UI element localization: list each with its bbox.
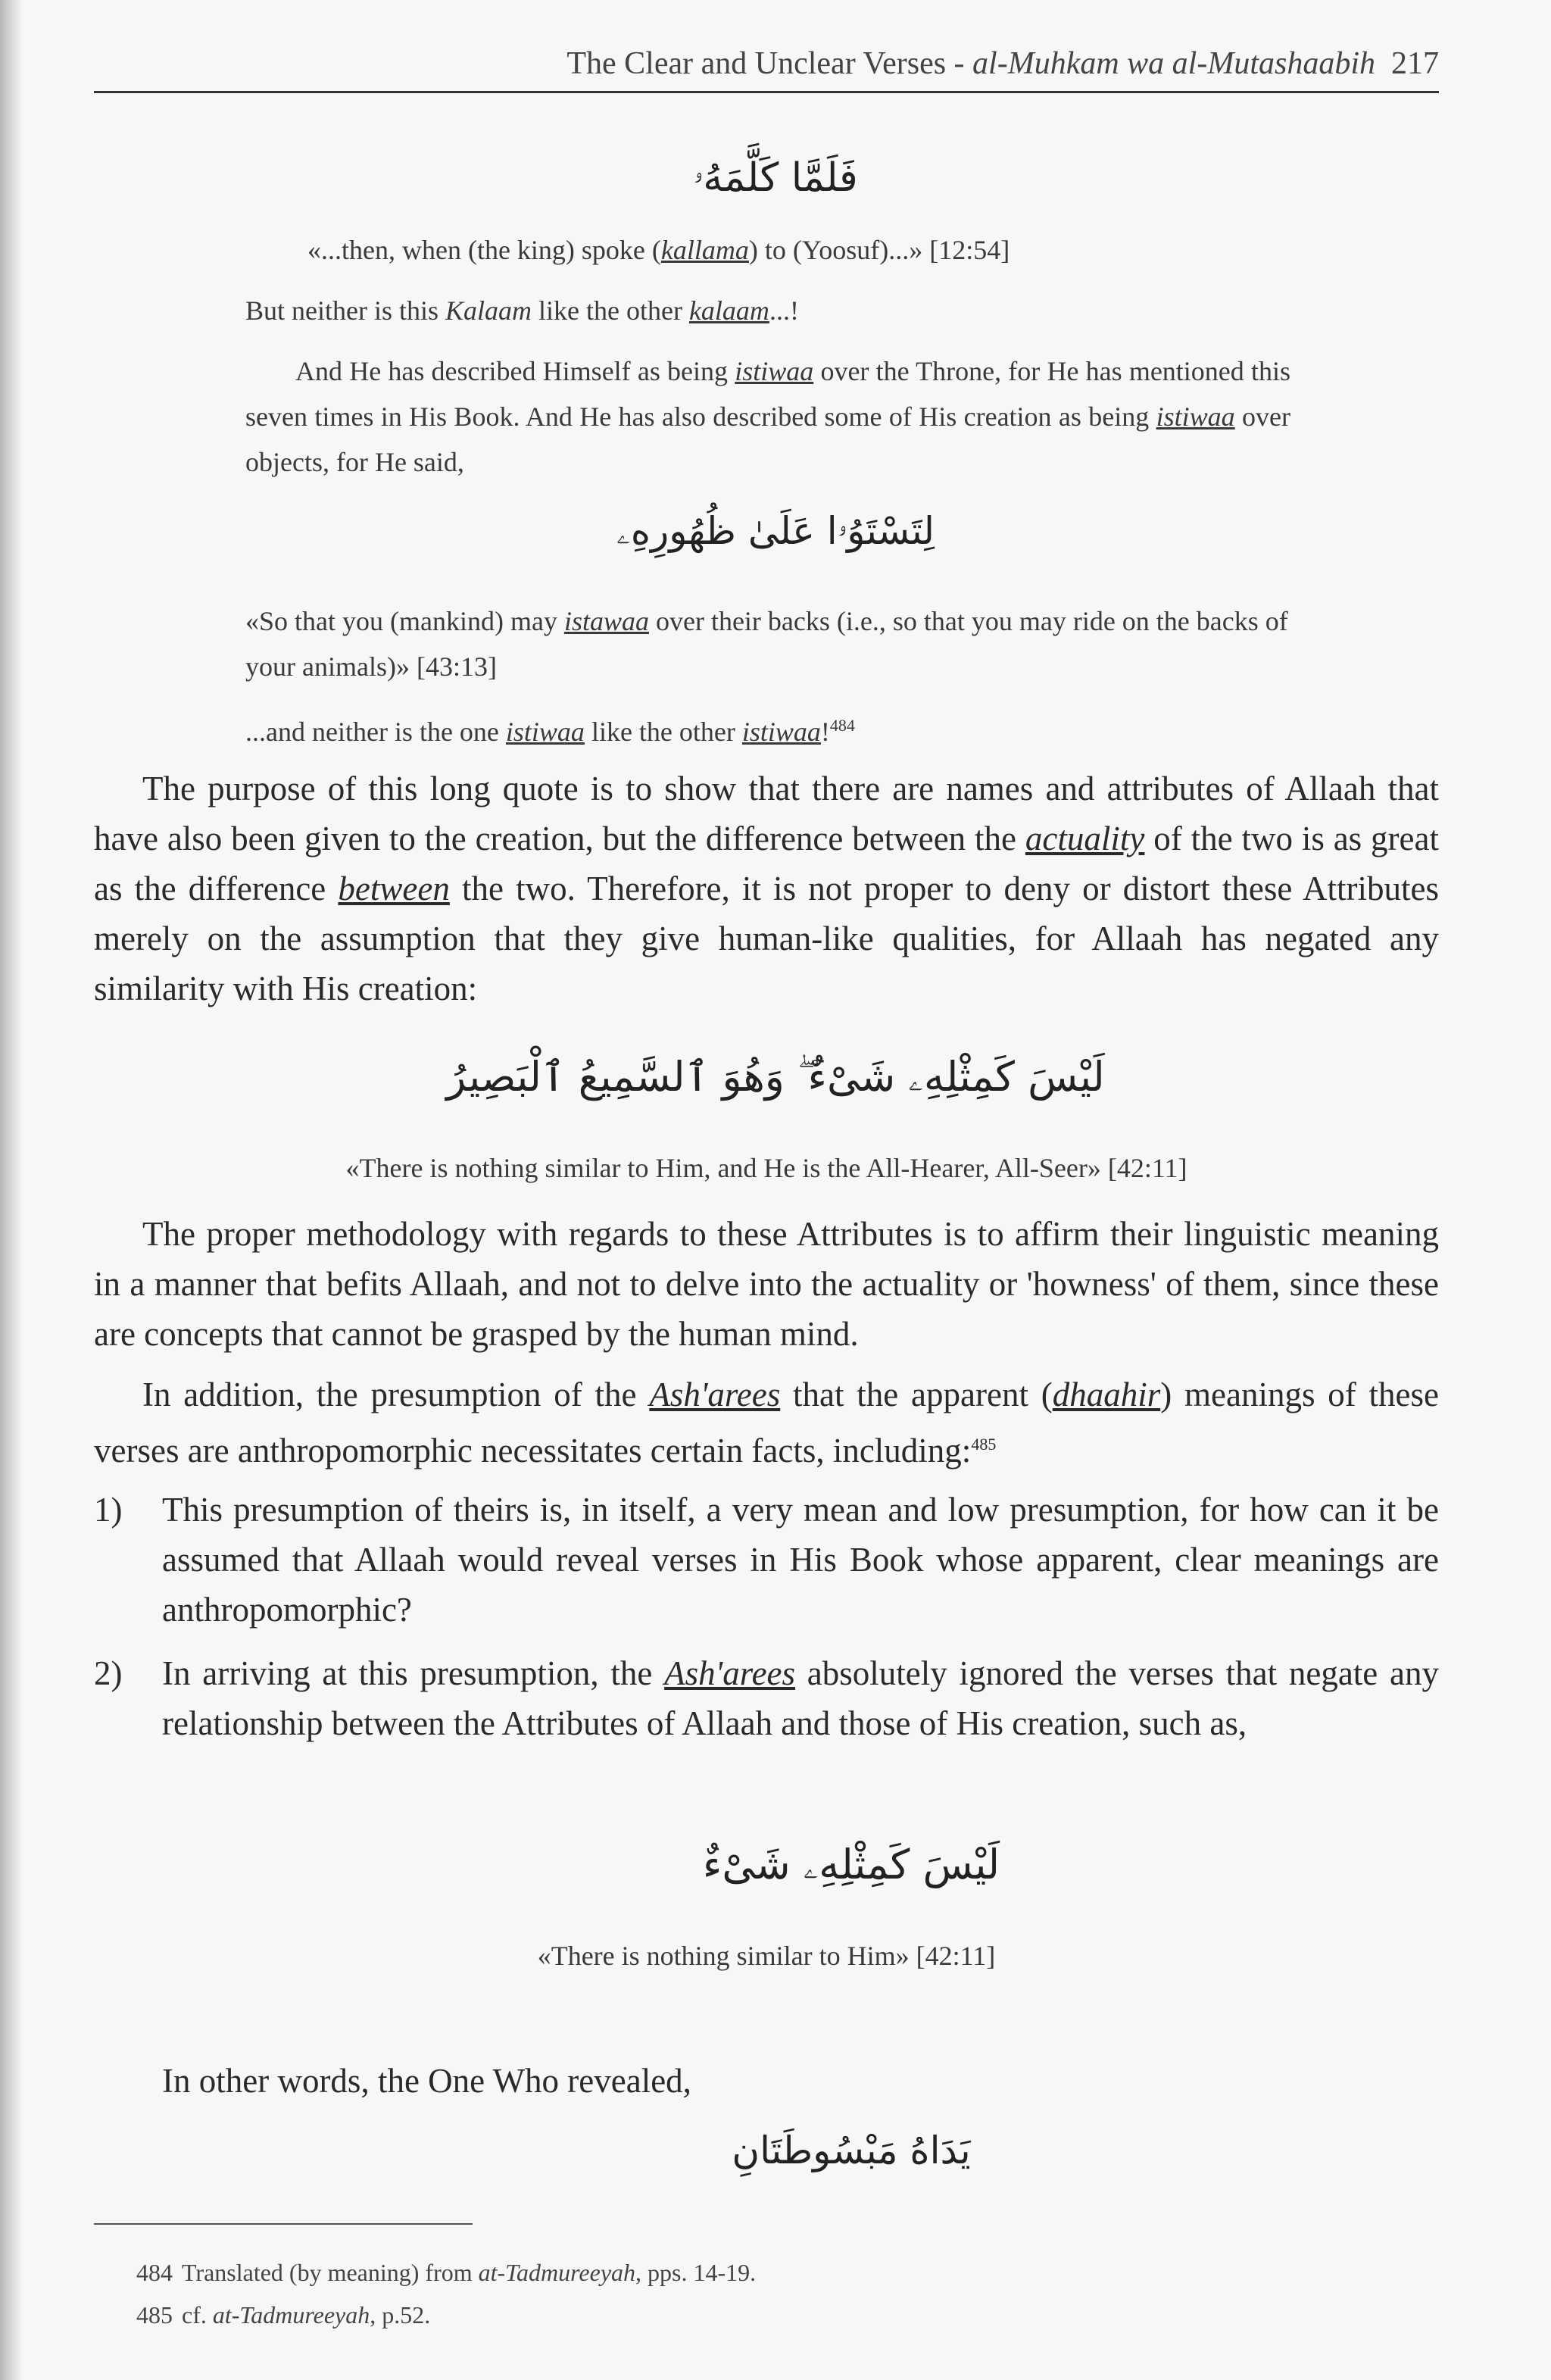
fn485-a: cf. bbox=[182, 2301, 213, 2328]
p1-c: of the two is as great as the difference bbox=[94, 820, 1439, 907]
l2-c: absolutely ignored the verses that negate any relationship between the Attributes of Allaah and those of His creation, such as, bbox=[162, 1654, 1439, 1742]
paragraph-methodology: The proper methodology with regards to these Attributes is to affirm their linguistic meaning in a manner that befits Allaah, and not to delve into the actuality or 'howness' of them, since these are concepts that cannot be grasped by the human mind. bbox=[94, 1215, 1439, 1353]
verse-3-translation: «There is nothing similar to Him, and He is the All-Hearer, All-Seer» [42:11] bbox=[345, 1153, 1187, 1183]
t2-e: ! bbox=[820, 717, 830, 747]
footnote-484 bbox=[136, 2259, 756, 2287]
fn485-num: 485 bbox=[136, 2301, 173, 2328]
p1-a: The purpose of this long quote is to show that there are names and attributes of Allaah that have also been given to the creation, but the difference between the bbox=[94, 770, 1439, 857]
header-subtitle: al-Muhkam wa al-Mutashaabih bbox=[972, 46, 1375, 81]
t2-b: istiwaa bbox=[505, 717, 585, 747]
t2-c: like the other bbox=[584, 717, 742, 747]
p1-e: the two. Therefore, it is not proper to deny or distort these Attributes merely on the assumption that they give human-like qualities, for Allaah has negated any similarity with His creation: bbox=[94, 870, 1439, 1007]
list-item-1: This presumption of theirs is, in itself, a very mean and low presumption, for how can it be assumed that Allaah would reveal verses in His Book whose apparent, clear meanings are anthropomorphic? bbox=[162, 1491, 1439, 1629]
arabic-verse-1: فَلَمَّا كَلَّمَهُۥ bbox=[693, 155, 858, 201]
p3-e: ) meanings of these verses are anthropomorphic necessitates certain facts, including: bbox=[94, 1376, 1439, 1470]
footnote-485 bbox=[136, 2301, 430, 2329]
list-item-2 bbox=[162, 1648, 1439, 1748]
q1c-c: like the other bbox=[532, 295, 689, 326]
p3-c: that the apparent ( bbox=[780, 1376, 1053, 1413]
t2-a: ...and neither is the one bbox=[245, 717, 506, 747]
q2-d: istiwaa bbox=[1156, 401, 1235, 432]
arabic-verse-3: لَيْسَ كَمِثْلِهِۦ شَىْءٌ ۖ وَهُوَ ٱلسَّمِيعُ ٱلْبَصِيرُ bbox=[446, 1053, 1105, 1101]
fn484-num: 484 bbox=[136, 2259, 173, 2286]
q1c-e: ...! bbox=[769, 295, 799, 326]
fn485-b: at-Tadmureeyah bbox=[212, 2301, 370, 2328]
gutter-shadow bbox=[0, 0, 23, 2380]
q1c-d: kalaam bbox=[688, 295, 769, 326]
arabic-verse-2: لِتَسْتَوُۥا عَلَىٰ ظُهُورِهِۦ bbox=[616, 509, 935, 553]
fn484-a: Translated (by meaning) from bbox=[182, 2259, 479, 2286]
quote1-translation: «...then, when (the king) spoke (kallama) to (Yoosuf)...» [12:54] bbox=[307, 235, 1010, 265]
q2-e: over objects, for He said, bbox=[245, 401, 1290, 477]
quote1-comment bbox=[245, 288, 1306, 333]
l2-a: In arriving at this presumption, the bbox=[162, 1654, 665, 1692]
fn484-b: at-Tadmureeyah bbox=[478, 2259, 636, 2286]
p3-d: dhaahir bbox=[1052, 1376, 1161, 1413]
t2-d: istiwaa bbox=[741, 717, 821, 747]
paragraph-purpose bbox=[94, 764, 1439, 1014]
footnote-ref-484: 484 bbox=[829, 716, 855, 735]
p1-b: actuality bbox=[1025, 820, 1145, 857]
t1-b: istawaa bbox=[563, 606, 649, 636]
quote2-translation bbox=[245, 598, 1290, 689]
q2-a: And He has described Himself as being bbox=[295, 356, 735, 386]
arabic-verse-4: لَيْسَ كَمِثْلِهِۦ شَىْءٌ bbox=[702, 1841, 1000, 1888]
footnote-ref-485: 485 bbox=[971, 1435, 997, 1454]
q2-c: over the Throne, for He has mentioned this seven times in His Book. And He has also described some of His creation as being bbox=[245, 356, 1290, 432]
fn485-c: , p.52. bbox=[370, 2301, 431, 2328]
l2-b: Ash'arees bbox=[664, 1654, 796, 1692]
t1-c: over their backs (i.e., so that you may ride on the backs of your animals)» [43:13] bbox=[245, 606, 1288, 682]
paragraph-presumption bbox=[94, 1370, 1439, 1476]
running-header bbox=[94, 45, 1439, 93]
q1c-b: Kalaam bbox=[445, 295, 532, 326]
footnote-rule bbox=[94, 2223, 473, 2225]
list-number-1: 1) bbox=[94, 1491, 123, 1529]
q2-b: istiwaa bbox=[735, 356, 814, 386]
q1-text: «...then, when (the king) spoke bbox=[307, 235, 652, 265]
paragraph-in-other-words: In other words, the One Who revealed, bbox=[162, 2062, 691, 2100]
page-number: 217 bbox=[1391, 46, 1439, 81]
q1-ref: ) to (Yoosuf)...» [12:54] bbox=[748, 235, 1010, 265]
fn484-c: , pps. 14-19. bbox=[635, 2259, 757, 2286]
q1c-a: But neither is this bbox=[245, 295, 445, 326]
quote2-paragraph bbox=[245, 348, 1290, 485]
quote2-comment bbox=[245, 703, 1290, 754]
header-title: The Clear and Unclear Verses - bbox=[566, 46, 973, 81]
p1-d: between bbox=[338, 870, 450, 907]
verse-4-translation: «There is nothing similar to Him» [42:11] bbox=[537, 1941, 996, 1971]
q1-term: kallama bbox=[660, 235, 749, 265]
list-number-2: 2) bbox=[94, 1654, 123, 1692]
t1-a: «So that you (mankind) may bbox=[245, 606, 564, 636]
p3-a: In addition, the presumption of the bbox=[142, 1376, 650, 1413]
arabic-verse-5: يَدَاهُ مَبْسُوطَتَانِ bbox=[732, 2129, 971, 2172]
p3-b: Ash'arees bbox=[649, 1376, 781, 1413]
